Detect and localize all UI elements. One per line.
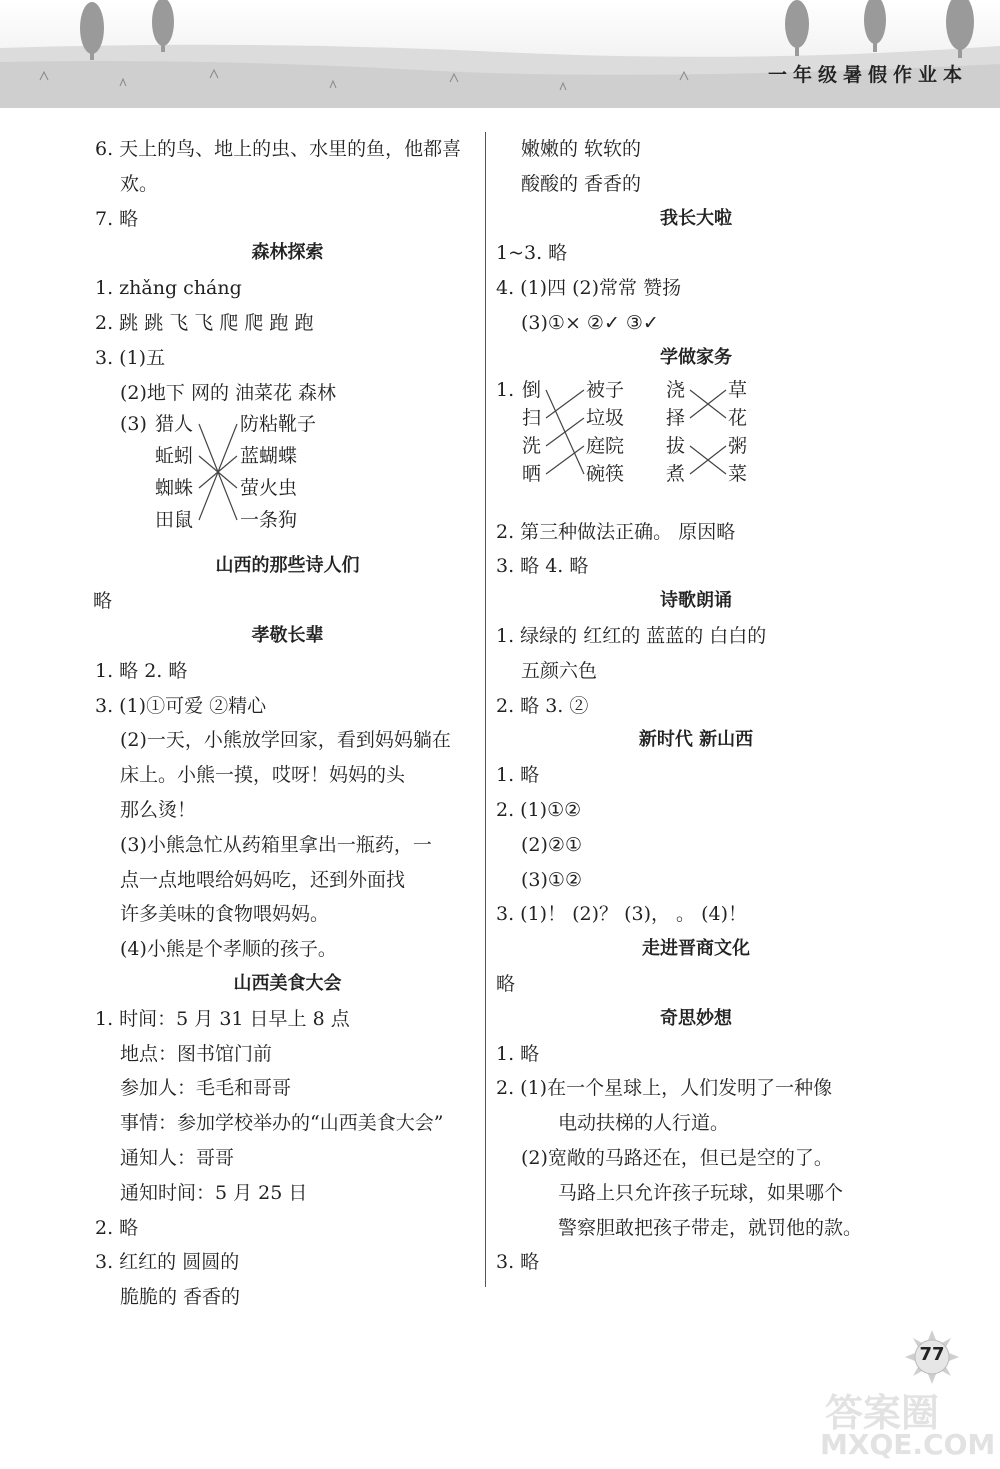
answer-line: 脆脆的 香香的 (120, 1286, 241, 1309)
answer-line: 略 (93, 590, 113, 613)
answer-line: 1. 略 2. 略 (95, 659, 188, 682)
question-number: 1. (496, 378, 515, 401)
answer-line: 1. 时间：5 月 31 日早上 8 点 (95, 1007, 350, 1030)
match-object: 花 (728, 406, 748, 429)
answer-line: 地点：图书馆门前 (120, 1042, 273, 1065)
answer-line: (3)小熊急忙从药箱里拿出一瓶药，一 (120, 833, 432, 856)
answer-line: 1. 略 (496, 764, 540, 787)
section-heading: 森林探索 (251, 242, 324, 264)
book-title: 一年级暑假作业本 (767, 64, 968, 86)
answer-line: (4)小熊是个孝顺的孩子。 (120, 938, 337, 961)
matching-exercise-forest (95, 410, 480, 549)
left-column (95, 132, 480, 1315)
answer-line: 3. 略 (496, 1251, 540, 1274)
answer-line: (3)①× ②✓ ③✓ (521, 311, 659, 334)
answer-line: 略 (496, 972, 516, 995)
match-right-item: 蓝蝴蝶 (240, 445, 298, 468)
answer-line: (2)②① (521, 833, 582, 856)
section-heading: 走进晋商文化 (642, 938, 750, 960)
answer-line: 2. 略 (95, 1216, 139, 1239)
answer-line: 3. (1)！ (2)？ (3)， 。 (4)！ (496, 903, 747, 926)
answer-line: 2. 第三种做法正确。 原因略 (496, 520, 736, 543)
answer-line: 2. 略 3. ② (496, 694, 589, 717)
matching-exercise-housework (496, 376, 896, 515)
answer-line: 1. 略 (496, 1042, 540, 1065)
answer-line: 6. 天上的鸟、地上的虫、水里的鱼，他都喜 (95, 138, 462, 160)
answer-line: 3. 略 4. 略 (496, 555, 589, 578)
answer-line: 电动扶梯的人行道。 (558, 1112, 730, 1135)
answer-line: 那么烫！ (120, 798, 197, 821)
answer-line: 点一点地喂给妈妈吃，还到外面找 (120, 868, 406, 891)
answer-line: 嫩嫩的 软软的 (521, 138, 642, 160)
answer-line: (2)宽敞的马路还在，但已是空的了。 (521, 1146, 833, 1169)
match-right-item: 一条狗 (240, 509, 298, 532)
answer-line: 2. (1)在一个星球上，人们发明了一种像 (496, 1077, 833, 1100)
answer-line: 许多美味的食物喂妈妈。 (120, 903, 330, 926)
match-object: 菜 (728, 462, 748, 485)
match-left-item: 蚯蚓 (155, 445, 194, 468)
answer-line: 7. 略 (95, 207, 139, 230)
answer-line: 参加人：毛毛和哥哥 (120, 1077, 292, 1100)
answer-line: 酸酸的 香香的 (521, 172, 642, 195)
answer-line: 1~3. 略 (496, 242, 568, 265)
section-heading: 新时代 新山西 (638, 729, 754, 751)
match-object: 粥 (728, 434, 748, 457)
answer-line: 警察胆敢把孩子带走，就罚他的款。 (558, 1216, 863, 1239)
column-divider (485, 132, 486, 1287)
answer-line: 欢。 (120, 172, 159, 195)
section-heading: 孝敬长辈 (251, 624, 324, 646)
match-verb: 晒 (522, 462, 542, 485)
match-verb: 煮 (666, 462, 686, 485)
match-verb: 扫 (522, 406, 542, 429)
match-left-item: 田鼠 (155, 509, 194, 532)
answer-line: 3. (1)五 (95, 346, 166, 369)
matching-label: (3) (120, 413, 147, 436)
matching-lines (195, 410, 241, 540)
match-verb: 择 (666, 406, 686, 429)
answer-line: 1. zhǎng cháng (95, 277, 242, 300)
matching-lines-left (544, 376, 586, 491)
answer-line: 通知时间：5 月 25 日 (120, 1181, 308, 1204)
page-number: 77 (919, 1344, 945, 1365)
answer-line: 3. 红红的 圆圆的 (95, 1251, 240, 1274)
match-verb: 拔 (666, 434, 686, 457)
meadow-illustration (0, 0, 1000, 108)
answer-line: (2)一天，小熊放学回家，看到妈妈躺在 (120, 729, 451, 752)
match-object: 被子 (586, 378, 625, 401)
answer-line: 4. (1)四 (2)常常 赞扬 (496, 277, 682, 300)
match-right-item: 萤火虫 (240, 477, 298, 500)
section-heading: 奇思妙想 (660, 1007, 732, 1029)
answer-line: 3. (1)①可爱 ②精心 (95, 694, 267, 717)
page-number-badge (905, 1330, 959, 1384)
match-left-item: 蜘蛛 (155, 477, 194, 500)
match-right-item: 防粘靴子 (240, 413, 317, 436)
match-object: 草 (728, 378, 748, 401)
right-column (496, 132, 896, 1280)
answer-line: 床上。小熊一摸，哎呀！妈妈的头 (120, 764, 406, 787)
matching-lines-right (688, 376, 728, 491)
match-object: 碗筷 (586, 462, 625, 485)
answer-line: 事情：参加学校举办的“山西美食大会” (120, 1112, 444, 1135)
header-banner (0, 0, 1000, 108)
section-heading: 山西美食大会 (233, 972, 342, 994)
answer-line: 1. 绿绿的 红红的 蓝蓝的 白白的 (496, 624, 767, 647)
section-heading: 我长大啦 (660, 207, 732, 229)
section-heading: 学做家务 (660, 346, 732, 368)
answer-line: (2)地下 网的 油菜花 森林 (120, 381, 337, 404)
match-verb: 浇 (666, 378, 686, 401)
match-verb: 倒 (522, 378, 542, 401)
watermark-logo: 答案圈 (825, 1391, 940, 1435)
answer-line: 2. 跳 跳 飞 飞 爬 爬 跑 跑 (95, 311, 314, 334)
section-heading: 山西的那些诗人们 (215, 555, 360, 577)
answer-line: 2. (1)①② (496, 798, 582, 821)
answer-line: 马路上只允许孩子玩球，如果哪个 (558, 1181, 844, 1204)
match-left-item: 猎人 (155, 413, 194, 436)
match-object: 垃圾 (586, 406, 625, 429)
answer-line: (3)①② (521, 868, 582, 891)
section-heading: 诗歌朗诵 (660, 590, 732, 612)
answer-line: 五颜六色 (521, 659, 598, 682)
match-object: 庭院 (586, 434, 625, 457)
watermark-url: MXQE.COM (820, 1428, 996, 1461)
answer-line: 通知人：哥哥 (120, 1146, 235, 1169)
match-verb: 洗 (522, 434, 542, 457)
